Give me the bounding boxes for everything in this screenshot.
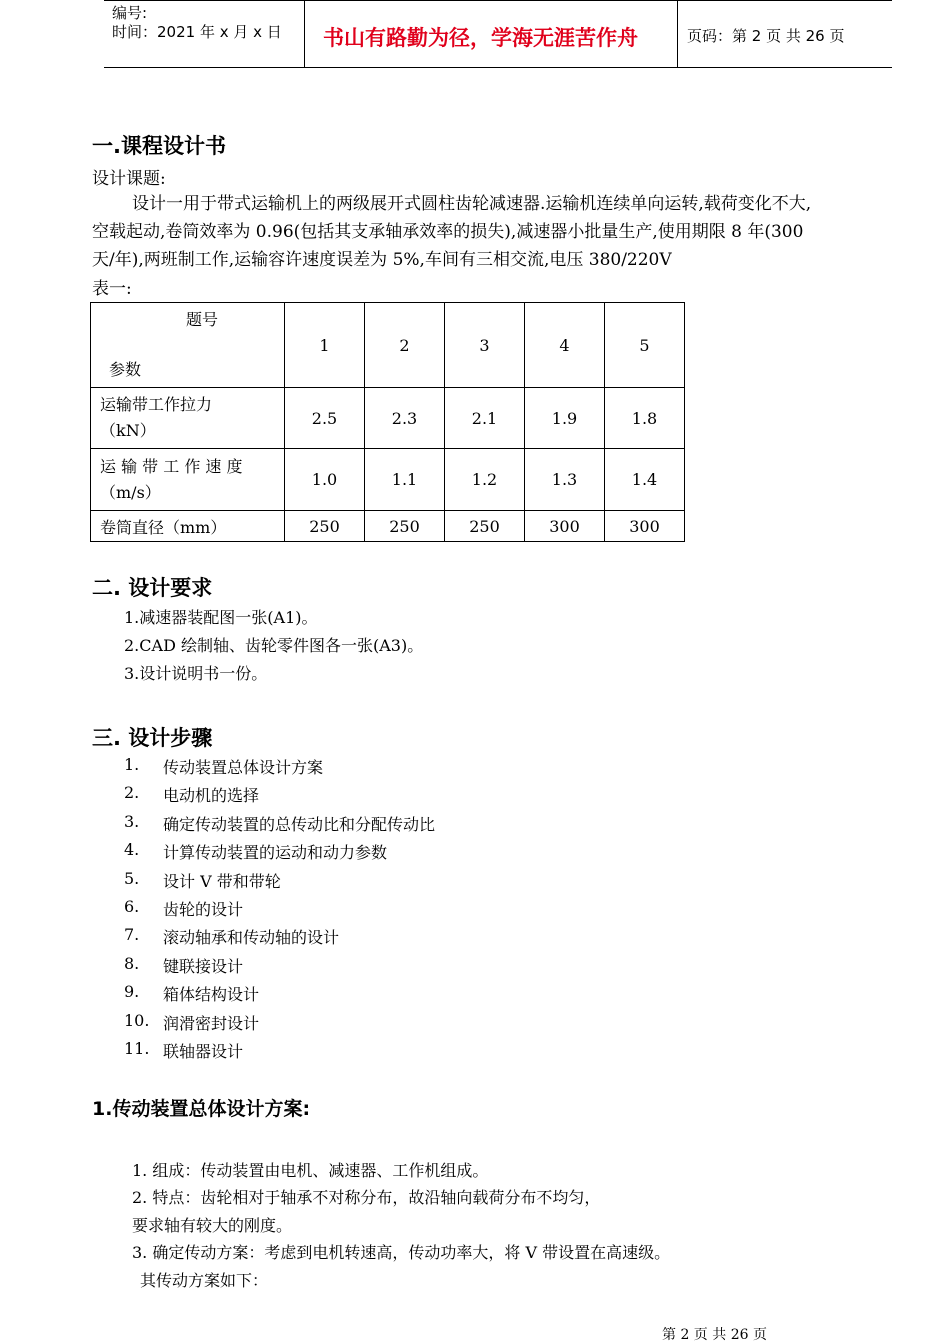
step-text: 键联接设计 — [163, 957, 244, 976]
row-label — [91, 449, 285, 511]
step-text: 联轴器设计 — [163, 1042, 244, 1061]
step-number: 5. — [124, 869, 140, 888]
scheme-line: 2. 特点：齿轮相对于轴承不对称分布，故沿轴向载荷分布不均匀， — [132, 1188, 601, 1207]
table-cell: 250 — [445, 511, 525, 542]
step-text: 电动机的选择 — [163, 786, 260, 805]
step-number: 6. — [124, 897, 140, 916]
row-label-line1: 运 输 带 工 作 速 度 — [100, 456, 243, 476]
table-cell: 1.3 — [525, 449, 605, 511]
table-row — [91, 388, 685, 449]
topic-label: 设计课题: — [92, 169, 166, 189]
section4-heading: 1.传动装置总体设计方案: — [92, 1098, 311, 1120]
header-page-info: 页码：第 2 页 共 26 页 — [687, 27, 845, 45]
table-cell: 300 — [525, 511, 605, 542]
column-header: 5 — [605, 303, 685, 388]
step-number: 3. — [124, 812, 140, 831]
header-bottom-rule — [104, 67, 892, 68]
requirement-item: 3.设计说明书一份。 — [124, 664, 268, 683]
header-divider-left — [304, 0, 305, 67]
step-text: 滚动轴承和传动轴的设计 — [163, 928, 340, 947]
step-number: 9. — [124, 982, 140, 1001]
scheme-line: 3. 确定传动方案：考虑到电机转速高，传动功率大，将 V 带设置在高速级。 — [132, 1243, 671, 1262]
step-number: 2. — [124, 783, 140, 802]
row-label-line1: 运输带工作拉力 — [100, 395, 213, 414]
step-text: 计算传动装置的运动和动力参数 — [163, 843, 388, 862]
step-number: 1. — [124, 755, 140, 774]
requirement-item: 2.CAD 绘制轴、齿轮零件图各一张(A3)。 — [124, 636, 424, 655]
step-text: 润滑密封设计 — [163, 1014, 260, 1033]
header-motto: 书山有路勤为径，学海无涯苦作舟 — [323, 26, 638, 50]
topic-paragraph-line2: 空载起动,卷筒效率为 0.96(包括其支承轴承效率的损失),减速器小批量生产,使用期限 8 年(300 — [92, 222, 804, 242]
table-cell: 1.2 — [445, 449, 525, 511]
table-cell: 250 — [285, 511, 365, 542]
row-label-line2: （m/s） — [100, 482, 161, 502]
scheme-line: 要求轴有较大的刚度。 — [132, 1216, 293, 1235]
step-text: 箱体结构设计 — [163, 985, 260, 1004]
step-text: 传动装置总体设计方案 — [163, 758, 324, 777]
header-top-rule — [104, 0, 892, 1]
table-cell: 1.4 — [605, 449, 685, 511]
table-row — [91, 449, 685, 511]
header-divider-right — [677, 0, 678, 67]
step-text: 设计 V 带和带轮 — [163, 872, 281, 891]
column-header: 1 — [285, 303, 365, 388]
table-cell: 300 — [605, 511, 685, 542]
column-header: 3 — [445, 303, 525, 388]
table-cell: 1.1 — [365, 449, 445, 511]
serial-label: 编号: — [112, 4, 148, 22]
table-cell: 2.5 — [285, 388, 365, 449]
row-label: 卷筒直径（mm） — [91, 511, 285, 542]
topic-paragraph-line1: 设计一用于带式运输机上的两级展开式圆柱齿轮减速器.运输机连续单向运转,载荷变化不大, — [132, 194, 812, 214]
step-text: 确定传动装置的总传动比和分配传动比 — [163, 815, 436, 834]
topic-paragraph-line3: 天/年),两班制工作,运输容许速度误差为 5%,车间有三相交流,电压 380/220V — [92, 250, 672, 270]
step-number: 4. — [124, 840, 140, 859]
step-number: 11. — [124, 1039, 150, 1058]
table-label: 表一: — [92, 279, 132, 299]
row-label-line2: （kN） — [100, 421, 156, 440]
step-text: 齿轮的设计 — [163, 900, 244, 919]
table-cell: 1.8 — [605, 388, 685, 449]
table-cell: 250 — [365, 511, 445, 542]
step-number: 7. — [124, 925, 140, 944]
scheme-line: 其传动方案如下： — [140, 1271, 269, 1290]
step-number: 8. — [124, 954, 140, 973]
row-label — [91, 388, 285, 449]
table-corner-cell — [91, 303, 285, 388]
step-number: 10. — [124, 1011, 150, 1030]
requirement-item: 1.减速器装配图一张(A1)。 — [124, 608, 318, 627]
corner-label-params: 参数 — [109, 360, 142, 379]
date-label: 时间：2021 年 x 月 x 日 — [112, 23, 282, 41]
page-footer: 第 2 页 共 26 页 — [662, 1327, 767, 1343]
corner-label-topic: 题号 — [186, 310, 219, 329]
parameters-table — [90, 302, 685, 542]
scheme-line: 1. 组成：传动装置由电机、减速器、工作机组成。 — [132, 1161, 489, 1180]
table-header-row — [91, 303, 685, 388]
column-header: 2 — [365, 303, 445, 388]
table-cell: 1.9 — [525, 388, 605, 449]
table-cell: 2.3 — [365, 388, 445, 449]
column-header: 4 — [525, 303, 605, 388]
section1-heading: 一.课程设计书 — [92, 134, 226, 158]
table-cell: 2.1 — [445, 388, 525, 449]
section3-heading: 三. 设计步骤 — [92, 726, 213, 750]
table-cell: 1.0 — [285, 449, 365, 511]
section2-heading: 二. 设计要求 — [92, 576, 213, 600]
table-row — [91, 511, 685, 542]
